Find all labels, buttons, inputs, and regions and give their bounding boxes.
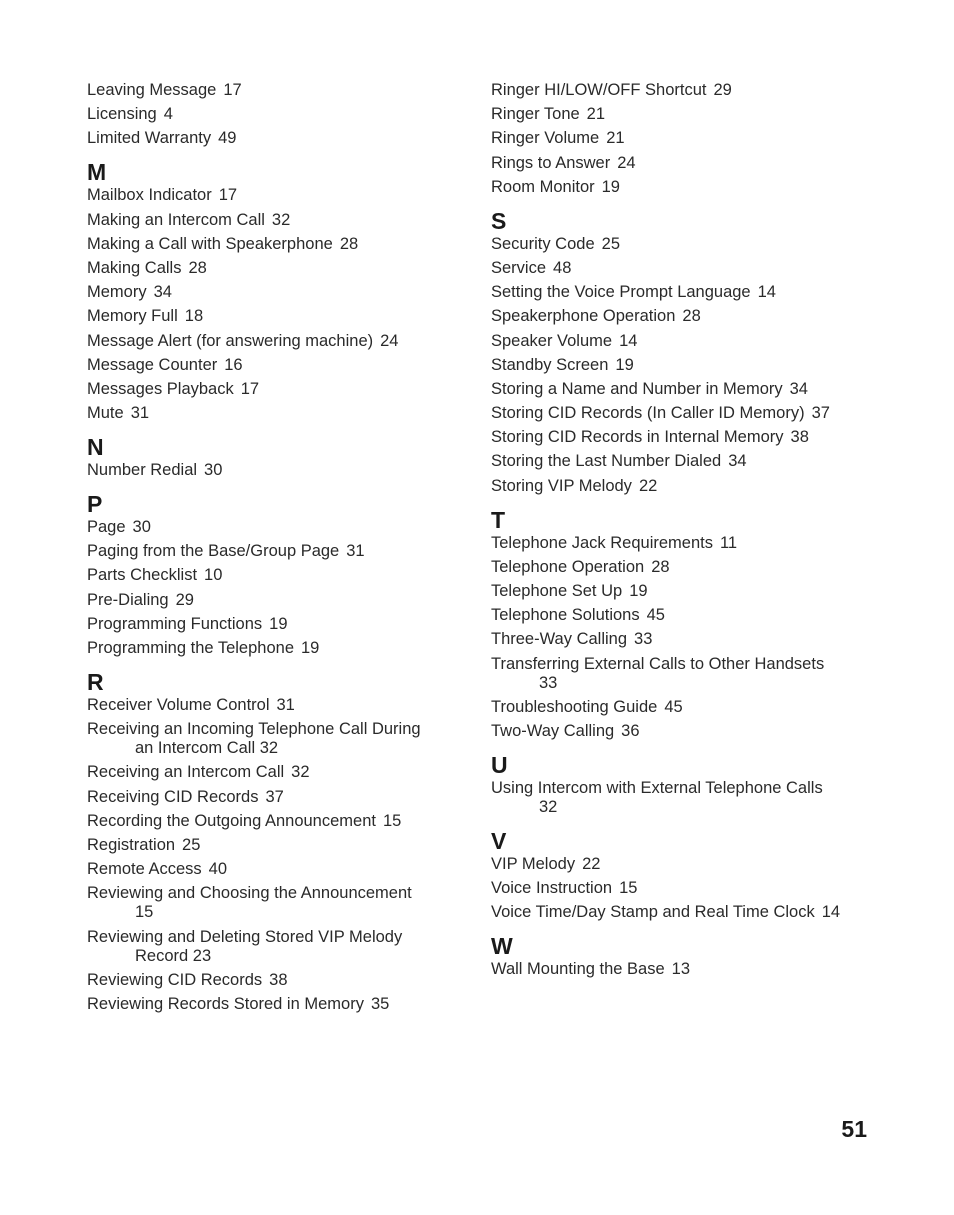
index-page-ref: 24 <box>617 153 636 172</box>
index-term: Troubleshooting Guide <box>491 697 658 716</box>
index-entry <box>87 542 467 561</box>
index-page-ref: 32 <box>291 763 310 782</box>
index-page-ref: 17 <box>240 379 260 398</box>
index-entry <box>87 356 467 375</box>
index-term: Memory <box>87 283 147 302</box>
index-term: Telephone Operation <box>491 557 645 576</box>
index-page-ref: 22 <box>582 854 601 873</box>
index-term: Registration <box>87 835 176 854</box>
index-section-w <box>491 933 931 979</box>
index-term: Licensing <box>87 105 157 124</box>
index-column-left <box>87 81 467 1019</box>
index-page-ref: 34 <box>789 379 808 398</box>
index-page-ref: 40 <box>208 860 227 879</box>
index-entry <box>87 884 467 922</box>
index-page-ref: 29 <box>713 81 732 99</box>
index-entry <box>491 356 931 375</box>
section-letter: M <box>87 159 107 186</box>
index-entry <box>491 154 931 173</box>
index-entry <box>87 235 467 254</box>
index-entry <box>491 81 931 100</box>
index-term: Leaving Message <box>87 81 217 99</box>
index-page-ref: Record 23 <box>135 946 212 965</box>
index-entry <box>491 722 931 741</box>
index-entry <box>87 307 467 326</box>
index-page-ref: 16 <box>224 355 243 374</box>
index-section-u <box>491 752 931 817</box>
page-number: 51 <box>841 1116 867 1142</box>
index-page-ref: 45 <box>664 697 683 716</box>
index-section-m <box>87 159 467 423</box>
index-entry <box>87 380 467 399</box>
index-entry <box>491 332 931 351</box>
section-letter: S <box>491 207 507 234</box>
index-entry <box>87 283 467 302</box>
index-term: Setting the Voice Prompt Language <box>491 283 751 302</box>
index-term: Storing a Name and Number in Memory <box>491 379 783 398</box>
index-page-ref: 18 <box>184 307 204 326</box>
index-entry <box>491 558 931 577</box>
index-entry <box>87 211 467 230</box>
index-term: Receiving an Incoming Telephone Call During <box>87 720 421 739</box>
index-entry <box>491 606 931 625</box>
index-term: Reviewing Records Stored in Memory <box>87 994 364 1013</box>
index-entry <box>87 763 467 782</box>
index-term: Limited Warranty <box>87 129 212 148</box>
section-letter: U <box>491 751 508 778</box>
index-section-v <box>491 828 931 922</box>
index-entry <box>491 879 931 898</box>
index-page-ref: 10 <box>204 566 223 585</box>
index-term: Transferring External Calls to Other Handsets <box>491 654 825 673</box>
index-page-ref: 30 <box>204 461 223 480</box>
index-entry <box>491 129 931 148</box>
index-entry <box>491 903 931 922</box>
index-page-ref: 37 <box>265 787 284 806</box>
index-term: Reviewing and Choosing the Announcement <box>87 884 412 903</box>
index-entry <box>87 836 467 855</box>
index-section-r <box>87 669 467 1014</box>
index-term: Storing the Last Number Dialed <box>491 452 722 471</box>
index-term: Telephone Solutions <box>491 606 640 625</box>
index-page-ref: 34 <box>728 452 747 471</box>
index-term: Mailbox Indicator <box>87 186 212 205</box>
index-term: Telephone Jack Requirements <box>491 533 713 552</box>
index-term: Reviewing and Deleting Stored VIP Melody <box>87 927 403 946</box>
index-section-p <box>87 491 467 658</box>
index-page-ref: 21 <box>606 129 625 148</box>
index-page-ref: 19 <box>301 639 320 657</box>
index-term: Wall Mounting the Base <box>491 960 665 979</box>
index-entry <box>87 860 467 879</box>
index-page-ref: 21 <box>586 105 606 124</box>
index-entry <box>87 566 467 585</box>
index-entry <box>491 655 931 693</box>
section-letter: R <box>87 669 104 695</box>
index-term: Making a Call with Speakerphone <box>87 234 333 253</box>
index-term: Number Redial <box>87 461 198 480</box>
index-page-ref: 19 <box>269 614 288 633</box>
index-page-ref: 15 <box>619 879 638 898</box>
index-term: Storing CID Records (In Caller ID Memory) <box>491 404 805 423</box>
index-page-ref: 33 <box>539 673 558 692</box>
index-entry <box>87 81 467 100</box>
section-letter: N <box>87 434 104 461</box>
index-page-ref: 32 <box>539 797 558 816</box>
index-page-ref: 31 <box>276 696 295 714</box>
index-page-ref: 29 <box>175 590 194 609</box>
index-term: Ringer Tone <box>491 105 580 124</box>
index-term: Using Intercom with External Telephone Calls <box>491 778 823 797</box>
index-section-t <box>491 507 931 741</box>
index-entry <box>87 404 467 423</box>
index-page-ref: 32 <box>271 210 291 229</box>
index-entry <box>491 534 931 553</box>
section-letter: T <box>491 506 506 533</box>
index-entry <box>87 186 467 205</box>
index-term: Three-Way Calling <box>491 630 628 649</box>
index-term: Voice Time/Day Stamp and Real Time Clock <box>491 903 815 922</box>
index-entry <box>491 582 931 601</box>
index-entry <box>87 928 467 966</box>
index-page-ref: 38 <box>269 970 288 989</box>
index-term: Speaker Volume <box>491 331 613 350</box>
index-section-continued <box>87 81 467 148</box>
index-entry <box>87 639 467 658</box>
index-entry <box>491 404 931 423</box>
index-page-ref: 13 <box>671 960 691 979</box>
index-term: Receiving CID Records <box>87 787 259 806</box>
index-entry <box>87 518 467 537</box>
index-term: Parts Checklist <box>87 566 198 585</box>
index-entry <box>87 591 467 610</box>
index-page-ref: 31 <box>346 542 365 561</box>
index-page-ref: 28 <box>682 307 701 326</box>
index-term: VIP Melody <box>491 854 576 873</box>
index-term: Making an Intercom Call <box>87 210 265 229</box>
index-entry <box>491 452 931 471</box>
index-page-ref: 33 <box>634 630 653 649</box>
index-term: Recording the Outgoing Announcement <box>87 811 376 830</box>
index-entry <box>87 788 467 807</box>
index-term: Standby Screen <box>491 355 609 374</box>
index-term: Memory Full <box>87 307 178 326</box>
section-letter: P <box>87 491 103 518</box>
index-page-ref: an Intercom Call 32 <box>135 739 279 758</box>
index-page-ref: 17 <box>218 186 238 205</box>
index-term: Security Code <box>491 234 595 253</box>
section-letter: V <box>491 827 507 854</box>
index-page-ref: 37 <box>811 404 830 423</box>
index-section-continued <box>491 81 931 197</box>
index-section-s <box>491 208 931 496</box>
index-entry <box>491 380 931 399</box>
index-term: Programming the Telephone <box>87 639 294 657</box>
index-page-ref: 28 <box>339 234 359 253</box>
index-entry <box>87 129 467 148</box>
index-term: Receiver Volume Control <box>87 696 270 714</box>
index-page-ref: 19 <box>615 355 634 374</box>
index-page-ref: 25 <box>182 835 201 854</box>
index-term: Storing VIP Melody <box>491 476 632 495</box>
index-term: Two-Way Calling <box>491 721 615 740</box>
index-entry <box>491 178 931 197</box>
index-term: Storing CID Records in Internal Memory <box>491 428 784 447</box>
index-term: Service <box>491 258 547 277</box>
index-entry <box>87 971 467 990</box>
index-entry <box>87 720 467 758</box>
index-term: Room Monitor <box>491 177 595 196</box>
index-entry <box>491 105 931 124</box>
index-section-n <box>87 434 467 480</box>
index-term: Voice Instruction <box>491 879 613 898</box>
index-entry <box>491 630 931 649</box>
index-page-ref: 45 <box>646 606 665 625</box>
index-page-ref: 17 <box>223 81 242 99</box>
index-entry <box>491 259 931 278</box>
index-page-ref: 14 <box>821 903 841 922</box>
index-term: Receiving an Intercom Call <box>87 763 285 782</box>
index-entry <box>87 995 467 1014</box>
index-entry <box>87 615 467 634</box>
index-entry <box>491 779 931 817</box>
index-page-ref: 28 <box>651 557 670 576</box>
index-term: Telephone Set Up <box>491 582 623 600</box>
index-entry <box>87 461 467 480</box>
index-page-ref: 22 <box>638 476 658 495</box>
index-term: Programming Functions <box>87 614 263 633</box>
index-term: Rings to Answer <box>491 153 611 172</box>
index-page-ref: 48 <box>553 258 572 277</box>
index-term: Pre-Dialing <box>87 590 169 609</box>
index-page-ref: 31 <box>130 404 150 423</box>
index-page-ref: 19 <box>629 582 648 600</box>
index-page-ref: 11 <box>719 533 738 552</box>
index-page-ref: 38 <box>790 428 809 447</box>
index-entry <box>87 332 467 351</box>
index-entry <box>87 105 467 124</box>
index-term: Page <box>87 518 126 537</box>
index-page-ref: 35 <box>370 994 390 1013</box>
index-term: Reviewing CID Records <box>87 970 263 989</box>
index-page-ref: 4 <box>163 105 173 124</box>
index-page-ref: 30 <box>132 518 151 537</box>
index-page-ref: 15 <box>382 811 402 830</box>
index-term: Message Counter <box>87 355 218 374</box>
index-page-ref: 14 <box>757 283 776 302</box>
index-column-right <box>491 81 931 985</box>
index-page-ref: 34 <box>153 283 172 302</box>
index-entry <box>491 283 931 302</box>
index-entry <box>491 960 931 979</box>
index-entry <box>87 812 467 831</box>
index-entry <box>491 855 931 874</box>
section-letter: W <box>491 933 513 960</box>
index-page-ref: 28 <box>188 258 207 277</box>
index-term: Speakerphone Operation <box>491 307 676 326</box>
index-term: Message Alert (for answering machine) <box>87 331 374 350</box>
index-term: Messages Playback <box>87 379 234 398</box>
index-page-ref: 15 <box>135 903 154 922</box>
index-entry <box>491 477 931 496</box>
index-term: Paging from the Base/Group Page <box>87 542 340 561</box>
index-entry <box>491 235 931 254</box>
index-entry <box>87 696 467 715</box>
index-term: Mute <box>87 404 124 423</box>
index-entry <box>491 307 931 326</box>
index-term: Ringer HI/LOW/OFF Shortcut <box>491 81 707 99</box>
index-page-ref: 36 <box>621 721 640 740</box>
index-entry <box>87 259 467 278</box>
index-page-ref: 19 <box>601 177 620 196</box>
index-page-ref: 49 <box>218 129 237 148</box>
index-term: Remote Access <box>87 860 202 879</box>
index-entry <box>491 428 931 447</box>
index-page-ref: 14 <box>619 331 638 350</box>
index-entry <box>491 698 931 717</box>
index-page-ref: 24 <box>380 331 399 350</box>
index-page-ref: 25 <box>601 234 620 253</box>
index-term: Making Calls <box>87 258 182 277</box>
index-term: Ringer Volume <box>491 129 600 148</box>
